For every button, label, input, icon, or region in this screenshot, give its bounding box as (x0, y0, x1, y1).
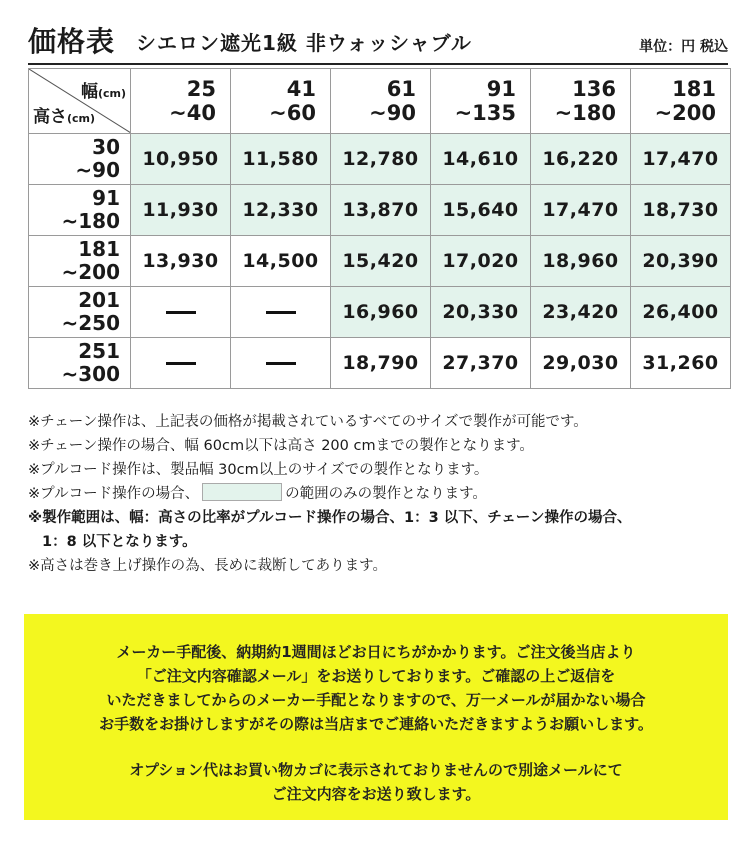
notice-line: ご注文内容をお送り致します。 (271, 785, 481, 803)
header (28, 18, 728, 58)
price-cell: 18,730 (631, 185, 731, 236)
price-cell: 27,370 (431, 338, 531, 389)
price-cell: 10,950 (131, 134, 231, 185)
delivery-notice-box (24, 614, 728, 820)
price-cell: 31,260 (631, 338, 731, 389)
note-pullcord-min-width: ※プルコード操作は、製品幅 30cm以上のサイズでの製作となります。 (28, 462, 489, 478)
table-row (29, 236, 731, 287)
price-table (28, 68, 731, 389)
unavailable-cell (131, 287, 231, 338)
notice-line: いただきましてからのメーカー手配となりますので、万一メールが届かない場合 (106, 691, 646, 709)
price-cell: 17,470 (631, 134, 731, 185)
price-cell: 16,220 (531, 134, 631, 185)
title-divider (28, 63, 728, 65)
price-cell: 14,500 (231, 236, 331, 287)
height-header: 251 ~300 (29, 338, 131, 389)
unavailable-dash (166, 362, 196, 365)
price-cell: 14,610 (431, 134, 531, 185)
price-cell: 29,030 (531, 338, 631, 389)
price-cell: 11,580 (231, 134, 331, 185)
width-header: 136 ~180 (531, 69, 631, 134)
height-axis-label: 高さ(cm) (33, 107, 96, 127)
note-ratio-line2: 1：8 以下となります。 (42, 534, 197, 550)
width-axis-label: 幅(cm) (80, 82, 126, 102)
table-row (29, 338, 731, 389)
width-header: 91 ~135 (431, 69, 531, 134)
notes-section (28, 410, 738, 578)
height-header: 181 ~200 (29, 236, 131, 287)
price-cell: 17,020 (431, 236, 531, 287)
note-pullcord-range (28, 482, 738, 506)
unavailable-cell (131, 338, 231, 389)
price-cell: 18,790 (331, 338, 431, 389)
notice-line: オプション代はお買い物カゴに表示されておりませんので別途メールにて (129, 761, 623, 779)
unavailable-dash (266, 311, 296, 314)
table-row (29, 287, 731, 338)
note-chain-all-sizes: ※チェーン操作は、上記表の価格が掲載されているすべてのサイズで製作が可能です。 (28, 414, 588, 430)
height-header: 91 ~180 (29, 185, 131, 236)
unavailable-cell (231, 287, 331, 338)
height-header: 201 ~250 (29, 287, 131, 338)
width-header: 181 ~200 (631, 69, 731, 134)
width-header: 41 ~60 (231, 69, 331, 134)
price-cell: 20,330 (431, 287, 531, 338)
unavailable-dash (266, 362, 296, 365)
unavailable-cell (231, 338, 331, 389)
highlight-swatch (202, 483, 282, 501)
notice-line: お手数をお掛けしますがその際は当店までご連絡いただきますようお願いします。 (99, 715, 653, 733)
product-name: シエロン遮光1級 非ウォッシャブル (136, 31, 472, 55)
note-pullcord-range-text: の範囲のみの製作となります。 (285, 486, 487, 502)
width-header: 61 ~90 (331, 69, 431, 134)
table-header-row (29, 69, 731, 134)
price-cell: 20,390 (631, 236, 731, 287)
price-cell: 18,960 (531, 236, 631, 287)
width-header: 25 ~40 (131, 69, 231, 134)
unavailable-dash (166, 311, 196, 314)
note-height-cut: ※高さは巻き上げ操作の為、長めに裁断してあります。 (28, 558, 387, 574)
height-header: 30 ~90 (29, 134, 131, 185)
corner-cell (29, 69, 131, 134)
price-cell: 15,640 (431, 185, 531, 236)
table-row (29, 134, 731, 185)
price-cell: 13,870 (331, 185, 431, 236)
note-ratio-line1: ※製作範囲は、幅：高さの比率がプルコード操作の場合、1：3 以下、チェーン操作の場合、 (28, 510, 632, 526)
table-row (29, 185, 731, 236)
notice-line: 「ご注文内容確認メール」をお送りしております。ご確認の上ご返信を (136, 667, 616, 685)
price-cell: 16,960 (331, 287, 431, 338)
price-cell: 15,420 (331, 236, 431, 287)
price-cell: 12,330 (231, 185, 331, 236)
note-pullcord-range-text: ※プルコード操作の場合、 (28, 486, 200, 502)
unit-label: 単位：円 税込 (639, 39, 728, 55)
price-cell: 12,780 (331, 134, 431, 185)
page-title: 価格表 (28, 25, 116, 58)
price-cell: 26,400 (631, 287, 731, 338)
notice-line: メーカー手配後、納期約1週間ほどお日にちがかかります。ご注文後当店より (116, 643, 636, 661)
price-cell: 17,470 (531, 185, 631, 236)
price-cell: 13,930 (131, 236, 231, 287)
note-chain-width-limit: ※チェーン操作の場合、幅 60cm以下は高さ 200 cmまでの製作となります。 (28, 438, 534, 454)
price-cell: 23,420 (531, 287, 631, 338)
price-cell: 11,930 (131, 185, 231, 236)
